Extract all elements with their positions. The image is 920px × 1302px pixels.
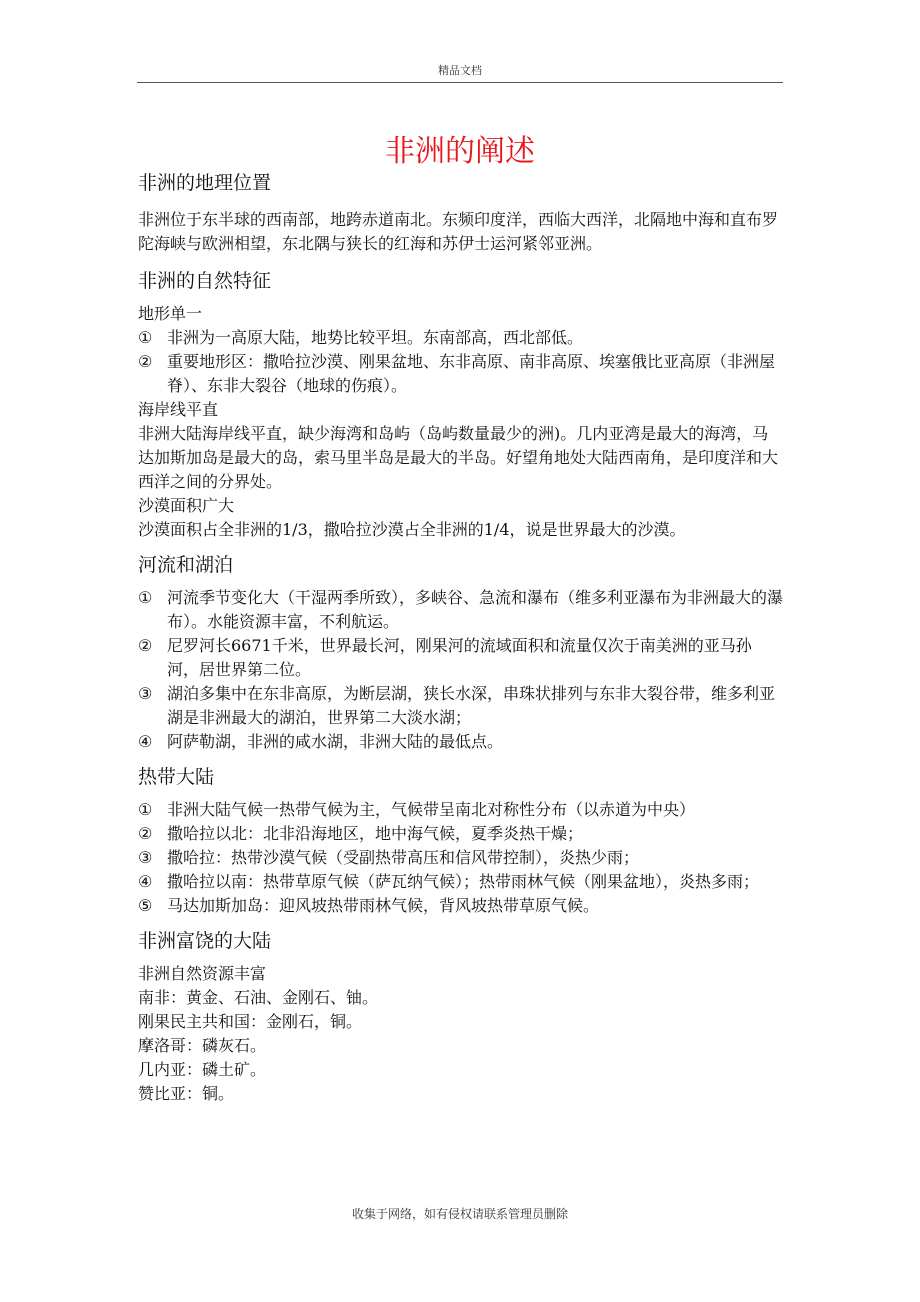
resource-line: 赞比亚：铜。 — [138, 1084, 235, 1103]
heading-nature: 非洲的自然特征 — [138, 270, 272, 292]
list-number: ⑤ — [138, 896, 153, 915]
list-item — [138, 586, 783, 634]
paragraph-desert: 沙漠面积占全非洲的1/3，撒哈拉沙漠占全非洲的1/4，说是世界最大的沙漠。 — [138, 520, 686, 539]
list-item — [138, 634, 783, 682]
list-item — [138, 730, 783, 754]
list-number: ① — [138, 800, 153, 819]
list-item — [138, 822, 783, 846]
list-item — [138, 846, 783, 870]
page-header: 精品文档 — [438, 64, 482, 77]
resource-line: 几内亚：磷土矿。 — [138, 1060, 267, 1079]
header-divider — [137, 82, 783, 83]
list-text: 非洲为一高原大陆，地势比较平坦。东南部高，西北部低。 — [167, 328, 584, 347]
list-item — [138, 326, 783, 350]
list-item — [138, 894, 783, 918]
page-footer: 收集于网络，如有侵权请联系管理员删除 — [351, 1207, 568, 1221]
list-number: ④ — [138, 872, 153, 891]
heading-tropical: 热带大陆 — [138, 766, 215, 788]
subheading-desert: 沙漠面积广大 — [138, 496, 235, 515]
paragraph-coast: 非洲大陆海岸线平直，缺少海湾和岛屿（岛屿数量最少的洲)。几内亚湾是最大的海湾，马达加斯加岛是最大的岛，索马里半岛是最大的半岛。好望角地处大陆西南角，是印度洋和大西洋之间的分界处。 — [138, 424, 779, 491]
list-number: ④ — [138, 732, 153, 751]
list-text: 湖泊多集中在东非高原，为断层湖，狭长水深，串珠状排列与东非大裂谷带，维多利亚湖是非洲最大的湖泊，世界第二大淡水湖； — [167, 684, 776, 727]
resource-line: 摩洛哥：磷灰石。 — [138, 1036, 267, 1055]
list-text: 非洲大陆气候一热带气候为主，气候带呈南北对称性分布（以赤道为中央） — [167, 800, 696, 819]
list-number: ② — [138, 352, 153, 371]
list-item — [138, 350, 783, 398]
list-number: ② — [138, 636, 153, 655]
list-text: 撒哈拉以北：北非沿海地区，地中海气候，夏季炎热干燥； — [167, 824, 584, 843]
resource-line: 南非：黄金、石油、金刚石、铀。 — [138, 988, 379, 1007]
list-item — [138, 870, 783, 894]
list-text: 撒哈拉以南：热带草原气候（萨瓦纳气候）；热带雨林气候（刚果盆地），炎热多雨； — [167, 872, 760, 891]
list-text: 河流季节变化大（干湿两季所致），多峡谷、急流和瀑布（维多利亚瀑布为非洲最大的瀑布）。水能资源丰富，不利航运。 — [167, 588, 784, 631]
heading-location: 非洲的地理位置 — [138, 172, 272, 194]
list-number: ② — [138, 824, 153, 843]
list-text: 尼罗河长6671千米，世界最长河，刚果河的流域面积和流量仅次于南美洲的亚马孙河，居世界第二位。 — [167, 636, 752, 679]
document-body — [138, 170, 783, 1106]
list-text: 阿萨勒湖，非洲的咸水湖，非洲大陆的最低点。 — [167, 732, 504, 751]
subheading-coast: 海岸线平直 — [138, 400, 219, 419]
list-number: ③ — [138, 684, 153, 703]
list-number: ① — [138, 588, 153, 607]
list-number: ③ — [138, 848, 153, 867]
resource-line: 非洲自然资源丰富 — [138, 964, 267, 983]
subheading-terrain: 地形单一 — [138, 304, 203, 323]
heading-rivers: 河流和湖泊 — [138, 554, 234, 576]
list-item — [138, 682, 783, 730]
list-text: 马达加斯加岛：迎风坡热带雨林气候，背风坡热带草原气候。 — [167, 896, 600, 915]
document-title: 非洲的阐述 — [385, 134, 535, 170]
paragraph-location: 非洲位于东半球的西南部，地跨赤道南北。东频印度洋，西临大西洋，北隔地中海和直布罗陀海峡与欧洲相望，东北隅与狭长的红海和苏伊士运河紧邻亚洲。 — [138, 210, 779, 253]
list-item — [138, 798, 783, 822]
list-text: 重要地形区：撒哈拉沙漠、刚果盆地、东非高原、南非高原、埃塞俄比亚高原（非洲屋脊）、东非大裂谷（地球的伤痕）。 — [167, 352, 776, 395]
list-number: ① — [138, 328, 153, 347]
list-text: 撒哈拉：热带沙漠气候（受副热带高压和信风带控制），炎热少雨； — [167, 848, 640, 867]
heading-resources: 非洲富饶的大陆 — [138, 930, 272, 952]
resource-line: 刚果民主共和国：金刚石，铜。 — [138, 1012, 363, 1031]
